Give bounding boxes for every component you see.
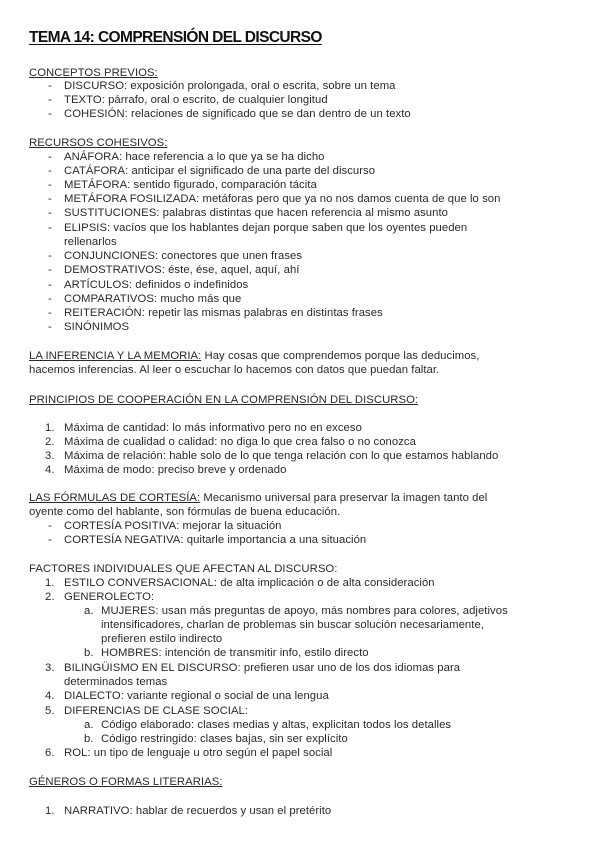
list-item: DIFERENCIAS DE CLASE SOCIAL: (64, 705, 249, 717)
list-item: TEXTO: párrafo, oral o escrito, de cualquier longitud (64, 94, 328, 106)
bullet: - (48, 279, 52, 291)
bullet: - (48, 94, 52, 106)
list-item: ESTILO CONVERSACIONAL: de alta implicación o de alta consideración (64, 577, 435, 589)
bullet: - (48, 108, 52, 120)
section-heading-principios: PRINCIPIOS DE COOPERACIÓN EN LA COMPRENSIÓN DEL DISCURSO: (29, 394, 419, 406)
section-heading-formulas: LAS FÓRMULAS DE CORTESÍA: (29, 492, 201, 504)
section-heading-inferencia: LA INFERENCIA Y LA MEMORIA: (29, 350, 202, 362)
list-item-continuation: determinados temas (64, 676, 168, 688)
list-item: METÁFORA: sentido figurado, comparación tácita (64, 179, 317, 191)
paragraph-inferencia (29, 350, 479, 363)
bullet: - (48, 179, 52, 191)
bullet: - (48, 165, 52, 177)
list-number: 1. (45, 422, 55, 434)
list-item: CATÁFORA: anticipar el significado de una parte del discurso (64, 165, 376, 177)
sublist-item-continuation: intensificadores, charlan de problemas sin buscar solución necesariamente, (101, 619, 484, 631)
sublist-letter: b. (84, 733, 94, 745)
paragraph-text: Mecanismo universal para preservar la imagen tanto del (200, 492, 488, 504)
sublist-item: MUJERES: usan más preguntas de apoyo, más nombres para colores, adjetivos (101, 605, 508, 617)
bullet: - (48, 307, 52, 319)
bullet: - (48, 321, 52, 333)
paragraph-text: Hay cosas que comprendemos porque las deducimos, (201, 350, 480, 362)
bullet: - (48, 293, 52, 305)
bullet: - (48, 193, 52, 205)
list-item: CORTESÍA NEGATIVA: quitarle importancia a una situación (64, 534, 367, 546)
list-item: DEMOSTRATIVOS: éste, ése, aquel, aquí, ahí (64, 264, 300, 276)
paragraph-formulas (29, 492, 487, 505)
section-heading-conceptos: CONCEPTOS PREVIOS: (29, 67, 158, 79)
list-item: Máxima de cualidad o calidad: no diga lo que crea falso o no conozca (64, 436, 416, 448)
list-number: 5. (45, 705, 55, 717)
list-item: DIALECTO: variante regional o social de una lengua (64, 690, 329, 702)
paragraph-text: oyente como del hablante, son fórmulas de buena educación. (29, 506, 341, 518)
list-item: BILINGÜISMO EN EL DISCURSO: prefieren usar uno de los dos idiomas para (64, 662, 461, 674)
list-item: SUSTITUCIONES: palabras distintas que hacen referencia al mismo asunto (64, 207, 448, 219)
list-item: CORTESÍA POSITIVA: mejorar la situación (64, 520, 282, 532)
list-item: ROL: un tipo de lenguaje u otro según el papel social (64, 747, 333, 759)
list-item: GENEROLECTO: (64, 591, 155, 603)
bullet: - (48, 520, 52, 532)
list-item: NARRATIVO: hablar de recuerdos y usan el pretérito (64, 805, 332, 817)
bullet: - (48, 250, 52, 262)
list-item: CONJUNCIONES: conectores que unen frases (64, 250, 303, 262)
list-item: SINÓNIMOS (64, 321, 130, 333)
list-item: COHESIÓN: relaciones de significado que se dan dentro de un texto (64, 108, 411, 120)
bullet: - (48, 207, 52, 219)
list-item: COMPARATIVOS: mucho más que (64, 293, 242, 305)
bullet: - (48, 80, 52, 92)
list-number: 2. (45, 591, 55, 603)
page-title: TEMA 14: COMPRENSIÓN DEL DISCURSO (29, 29, 322, 46)
list-item: Máxima de relación: hable solo de lo que tenga relación con lo que estamos hablando (64, 450, 499, 462)
section-heading-factores: FACTORES INDIVIDUALES QUE AFECTAN AL DISCURSO: (29, 563, 338, 575)
list-number: 4. (45, 464, 55, 476)
sublist-letter: a. (84, 719, 94, 731)
list-number: 3. (45, 450, 55, 462)
bullet: - (48, 222, 52, 234)
list-number: 6. (45, 747, 55, 759)
paragraph-text: hacemos inferencias. Al leer o escuchar lo hacemos con datos que puedan faltar. (29, 364, 440, 376)
bullet: - (48, 264, 52, 276)
list-number: 1. (45, 805, 55, 817)
bullet: - (48, 534, 52, 546)
section-heading-generos: GÉNEROS O FORMAS LITERARIAS: (29, 776, 223, 788)
sublist-item: Código restringido: clases bajas, sin ser explícito (101, 733, 348, 745)
section-heading-recursos: RECURSOS COHESIVOS: (29, 137, 168, 149)
list-item-continuation: rellenarlos (64, 236, 117, 248)
sublist-letter: a. (84, 605, 94, 617)
list-number: 3. (45, 662, 55, 674)
list-item: METÁFORA FOSILIZADA: metáforas pero que ya no nos damos cuenta de que lo son (64, 193, 501, 205)
sublist-item: Código elaborado: clases medias y altas, explicitan todos los detalles (101, 719, 452, 731)
bullet: - (48, 151, 52, 163)
sublist-letter: b. (84, 647, 94, 659)
list-item: ELIPSIS: vacíos que los hablantes dejan porque saben que los oyentes pueden (64, 222, 468, 234)
list-item: Máxima de modo: preciso breve y ordenado (64, 464, 287, 476)
list-number: 4. (45, 690, 55, 702)
sublist-item-continuation: prefieren estilo indirecto (101, 633, 223, 645)
list-item: Máxima de cantidad: lo más informativo pero no en exceso (64, 422, 362, 434)
sublist-item: HOMBRES: intención de transmitir info, estilo directo (101, 647, 369, 659)
list-item: DISCURSO: exposición prolongada, oral o escrita, sobre un tema (64, 80, 396, 92)
list-number: 2. (45, 436, 55, 448)
list-item: ANÁFORA: hace referencia a lo que ya se ha dicho (64, 151, 325, 163)
list-item: REITERACIÓN: repetir las mismas palabras en distintas frases (64, 307, 383, 319)
list-number: 1. (45, 577, 55, 589)
list-item: ARTÍCULOS: definidos o indefinidos (64, 279, 249, 291)
